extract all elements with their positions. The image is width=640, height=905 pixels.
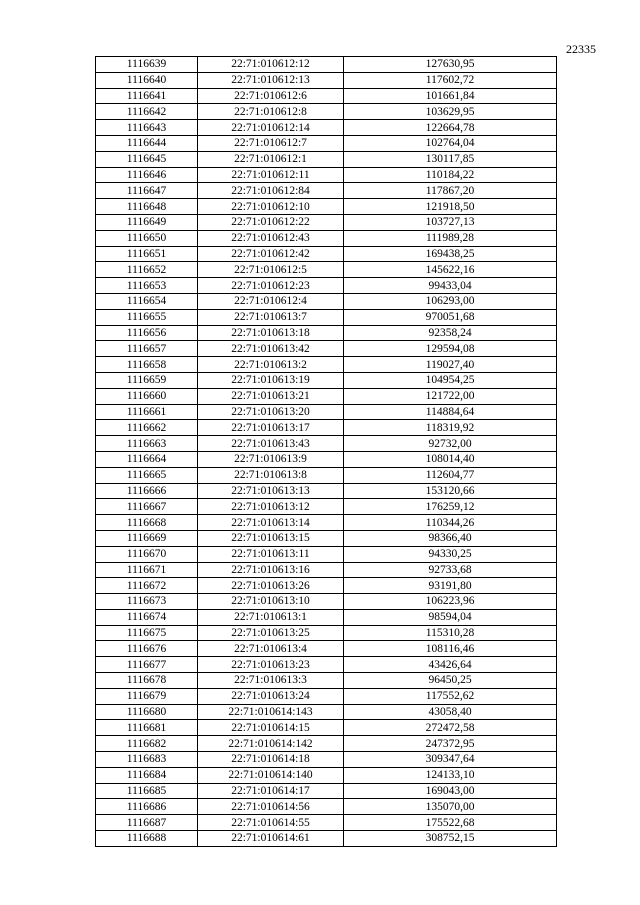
record-number-cell: 1116642: [96, 104, 198, 120]
record-number-cell: 1116664: [96, 451, 198, 467]
value-cell: 970051,68: [344, 309, 557, 325]
table-body: [96, 57, 557, 847]
record-number-cell: 1116684: [96, 767, 198, 783]
value-cell: 94330,25: [344, 546, 557, 562]
value-cell: 103629,95: [344, 104, 557, 120]
cadastral-number-cell: 22:71:010613:16: [198, 562, 344, 578]
value-cell: 127630,95: [344, 57, 557, 73]
table-row: [96, 720, 557, 736]
record-number-cell: 1116652: [96, 262, 198, 278]
cadastral-number-cell: 22:71:010613:20: [198, 404, 344, 420]
cadastral-number-cell: 22:71:010614:55: [198, 815, 344, 831]
table-row: [96, 199, 557, 215]
value-cell: 110344,26: [344, 515, 557, 531]
cadastral-number-cell: 22:71:010612:14: [198, 120, 344, 136]
value-cell: 111989,28: [344, 230, 557, 246]
value-cell: 124133,10: [344, 767, 557, 783]
cadastral-number-cell: 22:71:010614:142: [198, 736, 344, 752]
table-row: [96, 309, 557, 325]
value-cell: 117867,20: [344, 183, 557, 199]
record-number-cell: 1116668: [96, 515, 198, 531]
table-row: [96, 515, 557, 531]
table-row: [96, 72, 557, 88]
cadastral-number-cell: 22:71:010613:12: [198, 499, 344, 515]
value-cell: 272472,58: [344, 720, 557, 736]
cadastral-number-cell: 22:71:010614:61: [198, 831, 344, 847]
record-number-cell: 1116639: [96, 57, 198, 73]
table-row: [96, 167, 557, 183]
value-cell: 153120,66: [344, 483, 557, 499]
record-number-cell: 1116685: [96, 783, 198, 799]
record-number-cell: 1116644: [96, 135, 198, 151]
record-number-cell: 1116679: [96, 688, 198, 704]
value-cell: 129594,08: [344, 341, 557, 357]
value-cell: 96450,25: [344, 673, 557, 689]
record-number-cell: 1116656: [96, 325, 198, 341]
record-number-cell: 1116672: [96, 578, 198, 594]
record-number-cell: 1116683: [96, 752, 198, 768]
value-cell: 121918,50: [344, 199, 557, 215]
cadastral-number-cell: 22:71:010612:10: [198, 199, 344, 215]
table-row: [96, 151, 557, 167]
table-row: [96, 262, 557, 278]
record-number-cell: 1116669: [96, 530, 198, 546]
value-cell: 92358,24: [344, 325, 557, 341]
cadastral-number-cell: 22:71:010614:143: [198, 704, 344, 720]
cadastral-number-cell: 22:71:010613:18: [198, 325, 344, 341]
cadastral-number-cell: 22:71:010613:2: [198, 357, 344, 373]
value-cell: 130117,85: [344, 151, 557, 167]
record-number-cell: 1116650: [96, 230, 198, 246]
record-number-cell: 1116646: [96, 167, 198, 183]
record-number-cell: 1116641: [96, 88, 198, 104]
cadastral-number-cell: 22:71:010613:24: [198, 688, 344, 704]
value-cell: 121722,00: [344, 388, 557, 404]
table-row: [96, 752, 557, 768]
value-cell: 169043,00: [344, 783, 557, 799]
value-cell: 92733,68: [344, 562, 557, 578]
record-number-cell: 1116657: [96, 341, 198, 357]
table-row: [96, 815, 557, 831]
value-cell: 106293,00: [344, 293, 557, 309]
cadastral-number-cell: 22:71:010614:18: [198, 752, 344, 768]
table-row: [96, 594, 557, 610]
value-cell: 175522,68: [344, 815, 557, 831]
table-row: [96, 657, 557, 673]
record-number-cell: 1116678: [96, 673, 198, 689]
cadastral-number-cell: 22:71:010612:8: [198, 104, 344, 120]
table-row: [96, 120, 557, 136]
value-cell: 169438,25: [344, 246, 557, 262]
record-number-cell: 1116686: [96, 799, 198, 815]
cadastral-number-cell: 22:71:010614:17: [198, 783, 344, 799]
table-row: [96, 230, 557, 246]
table-row: [96, 278, 557, 294]
table-row: [96, 372, 557, 388]
cadastral-number-cell: 22:71:010613:23: [198, 657, 344, 673]
cadastral-number-cell: 22:71:010612:12: [198, 57, 344, 73]
record-number-cell: 1116647: [96, 183, 198, 199]
cadastral-number-cell: 22:71:010613:17: [198, 420, 344, 436]
value-cell: 108116,46: [344, 641, 557, 657]
table-row: [96, 799, 557, 815]
table-row: [96, 736, 557, 752]
cadastral-number-cell: 22:71:010613:3: [198, 673, 344, 689]
value-cell: 117552,62: [344, 688, 557, 704]
table-row: [96, 88, 557, 104]
record-number-cell: 1116674: [96, 609, 198, 625]
cadastral-number-cell: 22:71:010612:22: [198, 214, 344, 230]
record-number-cell: 1116675: [96, 625, 198, 641]
record-number-cell: 1116687: [96, 815, 198, 831]
record-number-cell: 1116670: [96, 546, 198, 562]
value-cell: 98366,40: [344, 530, 557, 546]
record-number-cell: 1116671: [96, 562, 198, 578]
value-cell: 247372,95: [344, 736, 557, 752]
value-cell: 112604,77: [344, 467, 557, 483]
record-number-cell: 1116661: [96, 404, 198, 420]
value-cell: 98594,04: [344, 609, 557, 625]
value-cell: 104954,25: [344, 372, 557, 388]
record-number-cell: 1116658: [96, 357, 198, 373]
record-number-cell: 1116645: [96, 151, 198, 167]
table-row: [96, 420, 557, 436]
cadastral-number-cell: 22:71:010613:42: [198, 341, 344, 357]
cadastral-number-cell: 22:71:010612:43: [198, 230, 344, 246]
cadastral-number-cell: 22:71:010613:10: [198, 594, 344, 610]
value-cell: 108014,40: [344, 451, 557, 467]
table-row: [96, 783, 557, 799]
cadastral-number-cell: 22:71:010612:84: [198, 183, 344, 199]
cadastral-number-cell: 22:71:010614:140: [198, 767, 344, 783]
value-cell: 93191,80: [344, 578, 557, 594]
value-cell: 110184,22: [344, 167, 557, 183]
value-cell: 43426,64: [344, 657, 557, 673]
cadastral-number-cell: 22:71:010612:11: [198, 167, 344, 183]
value-cell: 308752,15: [344, 831, 557, 847]
record-number-cell: 1116676: [96, 641, 198, 657]
value-cell: 309347,64: [344, 752, 557, 768]
value-cell: 122664,78: [344, 120, 557, 136]
page-number: 22335: [566, 42, 596, 56]
value-cell: 145622,16: [344, 262, 557, 278]
record-number-cell: 1116649: [96, 214, 198, 230]
cadastral-number-cell: 22:71:010612:5: [198, 262, 344, 278]
record-number-cell: 1116659: [96, 372, 198, 388]
record-number-cell: 1116667: [96, 499, 198, 515]
record-number-cell: 1116654: [96, 293, 198, 309]
record-number-cell: 1116681: [96, 720, 198, 736]
value-cell: 117602,72: [344, 72, 557, 88]
record-number-cell: 1116666: [96, 483, 198, 499]
record-number-cell: 1116640: [96, 72, 198, 88]
cadastral-number-cell: 22:71:010613:14: [198, 515, 344, 531]
value-cell: 101661,84: [344, 88, 557, 104]
value-cell: 115310,28: [344, 625, 557, 641]
table-row: [96, 436, 557, 452]
record-number-cell: 1116680: [96, 704, 198, 720]
table-row: [96, 135, 557, 151]
table-row: [96, 831, 557, 847]
data-table: [95, 56, 557, 847]
record-number-cell: 1116682: [96, 736, 198, 752]
table-row: [96, 767, 557, 783]
table-row: [96, 104, 557, 120]
cadastral-number-cell: 22:71:010612:42: [198, 246, 344, 262]
cadastral-number-cell: 22:71:010613:19: [198, 372, 344, 388]
table-row: [96, 562, 557, 578]
cadastral-number-cell: 22:71:010612:13: [198, 72, 344, 88]
cadastral-number-cell: 22:71:010614:15: [198, 720, 344, 736]
record-number-cell: 1116655: [96, 309, 198, 325]
value-cell: 135070,00: [344, 799, 557, 815]
value-cell: 92732,00: [344, 436, 557, 452]
record-number-cell: 1116663: [96, 436, 198, 452]
table-row: [96, 246, 557, 262]
table-row: [96, 609, 557, 625]
record-number-cell: 1116651: [96, 246, 198, 262]
cadastral-number-cell: 22:71:010613:4: [198, 641, 344, 657]
table-row: [96, 704, 557, 720]
cadastral-number-cell: 22:71:010613:26: [198, 578, 344, 594]
table-row: [96, 404, 557, 420]
cadastral-number-cell: 22:71:010612:1: [198, 151, 344, 167]
cadastral-number-cell: 22:71:010613:21: [198, 388, 344, 404]
record-number-cell: 1116688: [96, 831, 198, 847]
table-row: [96, 578, 557, 594]
value-cell: 99433,04: [344, 278, 557, 294]
record-number-cell: 1116660: [96, 388, 198, 404]
cadastral-number-cell: 22:71:010612:4: [198, 293, 344, 309]
value-cell: 106223,96: [344, 594, 557, 610]
table-row: [96, 214, 557, 230]
cadastral-number-cell: 22:71:010613:25: [198, 625, 344, 641]
value-cell: 118319,92: [344, 420, 557, 436]
cadastral-number-cell: 22:71:010613:9: [198, 451, 344, 467]
cadastral-number-cell: 22:71:010612:23: [198, 278, 344, 294]
value-cell: 119027,40: [344, 357, 557, 373]
cadastral-number-cell: 22:71:010613:11: [198, 546, 344, 562]
table-row: [96, 688, 557, 704]
table-row: [96, 673, 557, 689]
record-number-cell: 1116643: [96, 120, 198, 136]
table-row: [96, 183, 557, 199]
table-row: [96, 483, 557, 499]
record-number-cell: 1116653: [96, 278, 198, 294]
cadastral-number-cell: 22:71:010613:43: [198, 436, 344, 452]
value-cell: 43058,40: [344, 704, 557, 720]
table-row: [96, 57, 557, 73]
table-row: [96, 530, 557, 546]
value-cell: 114884,64: [344, 404, 557, 420]
value-cell: 102764,04: [344, 135, 557, 151]
cadastral-number-cell: 22:71:010613:7: [198, 309, 344, 325]
cadastral-number-cell: 22:71:010614:56: [198, 799, 344, 815]
cadastral-number-cell: 22:71:010613:8: [198, 467, 344, 483]
table-row: [96, 293, 557, 309]
table-row: [96, 499, 557, 515]
cadastral-number-cell: 22:71:010613:1: [198, 609, 344, 625]
record-number-cell: 1116648: [96, 199, 198, 215]
record-number-cell: 1116665: [96, 467, 198, 483]
table-row: [96, 546, 557, 562]
table-row: [96, 325, 557, 341]
table-row: [96, 625, 557, 641]
table-row: [96, 467, 557, 483]
value-cell: 103727,13: [344, 214, 557, 230]
cadastral-number-cell: 22:71:010612:7: [198, 135, 344, 151]
table-row: [96, 388, 557, 404]
cadastral-number-cell: 22:71:010613:15: [198, 530, 344, 546]
table-row: [96, 641, 557, 657]
value-cell: 176259,12: [344, 499, 557, 515]
table-row: [96, 451, 557, 467]
record-number-cell: 1116677: [96, 657, 198, 673]
table-row: [96, 341, 557, 357]
record-number-cell: 1116673: [96, 594, 198, 610]
table-row: [96, 357, 557, 373]
cadastral-number-cell: 22:71:010612:6: [198, 88, 344, 104]
cadastral-number-cell: 22:71:010613:13: [198, 483, 344, 499]
record-number-cell: 1116662: [96, 420, 198, 436]
